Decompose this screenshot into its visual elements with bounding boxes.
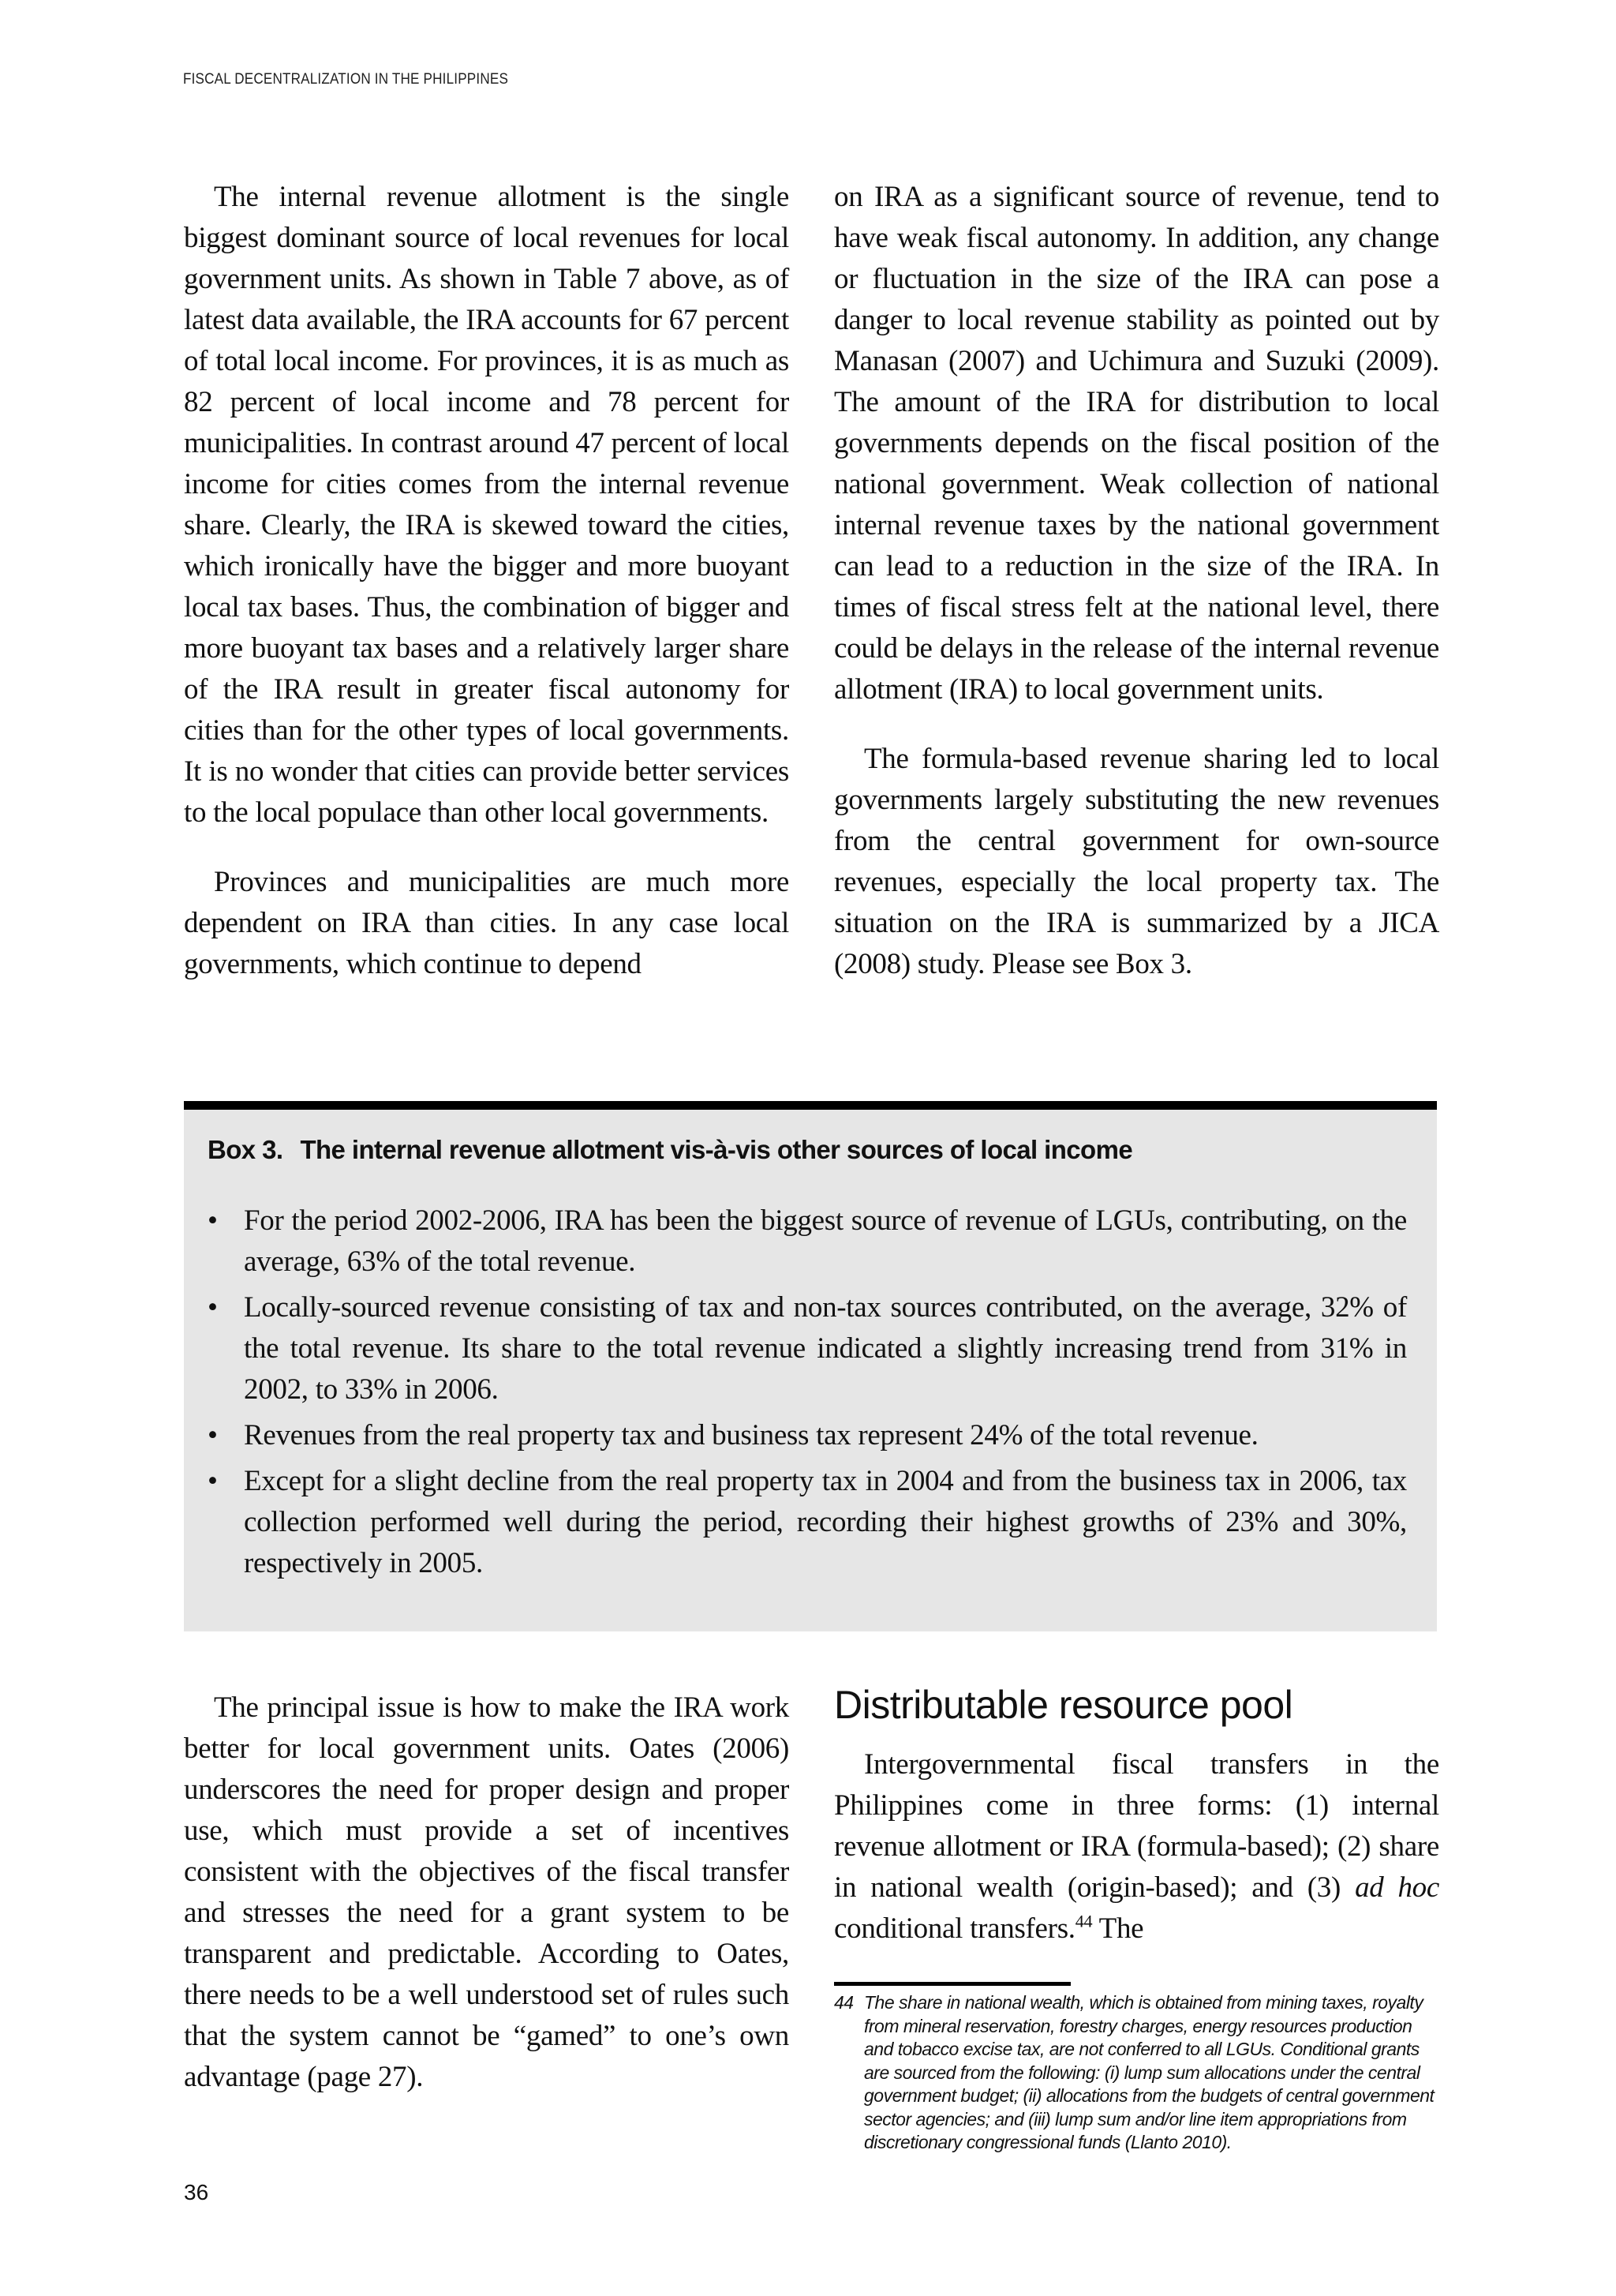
box-bullet-text: Revenues from the real property tax and business tax represent 24% of the total revenue. — [244, 1419, 1259, 1451]
bullet-icon: • — [208, 1465, 218, 1497]
section-heading: Distributable resource pool — [834, 1683, 1293, 1727]
paragraph-text: Intergovernmental fiscal transfers in the Philippines come in three forms: (1) internal revenue allotment or IRA (formula-based); (2) share in national wealth (origin-based); and (3) — [834, 1748, 1439, 1904]
box-title-text: The internal revenue allotment vis-à-vis other sources of local income — [300, 1135, 1133, 1164]
paragraph-weak-fiscal-autonomy: on IRA as a significant source of revenue, tend to have weak fiscal autonomy. In addition, any change or fluctuation in the size of the IRA can pose a danger to local revenue stability as pointed out by Manasan (2007) and Uchimura and Suzuki (2009). The amount of the IRA for distribution to local governments depends on the fiscal position of the national government. Weak collection of national internal revenue taxes by the national government can lead to a reduction in the size of the IRA. In times of fiscal stress felt at the national level, there could be delays in the release of the internal revenue allotment (IRA) to local government units. — [834, 181, 1439, 706]
paragraph-provinces-dependence: Provinces and municipalities are much more dependent on IRA than cities. In any case local governments, which continue to depend — [184, 866, 789, 980]
right-column-top — [834, 177, 1439, 985]
box-bullet-text: Except for a slight decline from the real property tax in 2004 and from the business tax in 2006, tax collection performed well during the period, recording their highest growths of 23% and 30%, respectively in 2005. — [244, 1465, 1407, 1579]
footnote-divider — [834, 1982, 1071, 1986]
box-bullet-item — [208, 1415, 1407, 1456]
italic-term: ad hoc — [1355, 1871, 1440, 1904]
box-bullet-item — [208, 1200, 1407, 1283]
bullet-icon: • — [208, 1419, 218, 1451]
box-bullet-text: For the period 2002-2006, IRA has been the biggest source of revenue of LGUs, contributing, on the average, 63% of the total revenue. — [244, 1204, 1407, 1278]
box-title — [208, 1135, 1132, 1165]
box-bullet-item — [208, 1461, 1407, 1584]
paragraph-intergovernmental-transfers — [834, 1744, 1439, 1950]
bullet-icon: • — [208, 1204, 218, 1237]
paragraph-formula-based-sharing: The formula-based revenue sharing led to local governments largely substituting the new revenues from the central government for own-source revenues, especially the local property tax. The situation on the IRA is summarized by a JICA (2008) study. Please see Box 3. — [834, 743, 1439, 980]
right-column-bottom — [834, 1680, 1439, 1950]
paragraph-text: conditional transfers. — [834, 1912, 1075, 1945]
paragraph-ira-dominant-source: The internal revenue allotment is the single biggest dominant source of local revenues for local government units. As shown in Table 7 above, as of latest data available, the IRA accounts for 67 percent of total local income. For provinces, it is as much as 82 percent of local income and 78 percent for municipalities. In contrast around 47 percent of local income for cities comes from the internal revenue share. Clearly, the IRA is skewed toward the cities, which ironically have the bigger and more buoyant local tax bases. Thus, the combination of bigger and more buoyant tax bases and a relatively larger share of the IRA result in greater fiscal autonomy for cities than for the other types of local governments. It is no wonder that cities can provide better services to the local populace than other local governments. — [184, 181, 789, 829]
paragraph-principal-issue: The principal issue is how to make the IRA work better for local government units. Oates (2006) underscores the need for proper design and proper use, which must provide a set of incentives consistent with the objectives of the fiscal transfer and stresses the need for a grant system to be transparent and predictable. According to Oates, there needs to be a well understood set of rules such that the system cannot be “gamed” to one’s own advantage (page 27). — [184, 1691, 789, 2093]
bullet-icon: • — [208, 1291, 218, 1324]
running-header: FISCAL DECENTRALIZATION IN THE PHILIPPINES — [183, 71, 509, 88]
box-bullet-text: Locally-sourced revenue consisting of tax and non-tax sources contributed, on the average, 32% of the total revenue. Its share to the total revenue indicated a slightly increasing trend from 31% in 2002, to 33% in 2006. — [244, 1291, 1407, 1406]
page-number: 36 — [184, 2180, 209, 2204]
box-3 — [184, 1101, 1437, 1631]
footnote-reference-link[interactable]: 44 — [1075, 1911, 1093, 1931]
left-column-bottom — [184, 1687, 789, 2098]
footnote-number: 44 — [834, 1992, 854, 2013]
box-bullet-list — [208, 1200, 1407, 1589]
paragraph-text: The — [1092, 1912, 1144, 1945]
box-bullet-item — [208, 1287, 1407, 1410]
left-column-top — [184, 177, 789, 985]
box-number: Box 3. — [208, 1135, 283, 1164]
footnote-44 — [834, 1991, 1442, 2155]
footnote-text: The share in national wealth, which is obtained from mining taxes, royalty from mineral reservation, forestry charges, energy resources production and tobacco excise tax, are not conferred to all LGUs. Conditional grants are sourced from the following: (i) lump sum allocations under the central government budget; (ii) allocations from the budgets of central government sector agencies; and (iii) lump sum and/or line item appropriations from discretionary congressional funds (Llanto 2010). — [864, 1992, 1435, 2152]
